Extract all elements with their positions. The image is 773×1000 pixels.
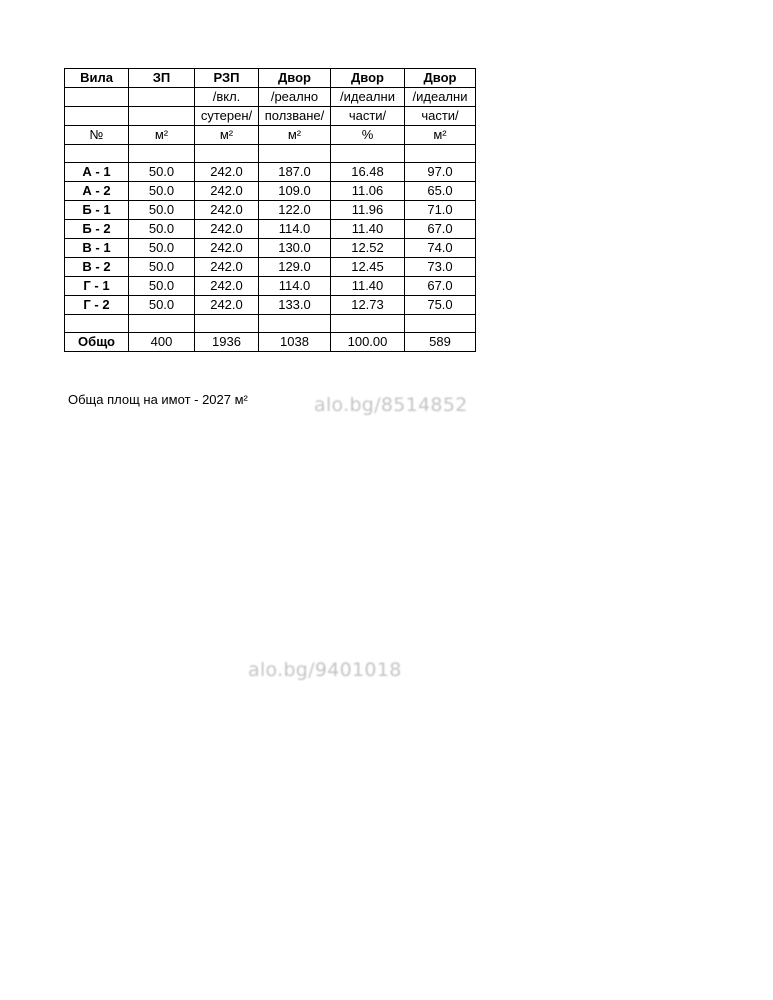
table-cell: 50.0 [129,258,195,277]
header-cell [129,107,195,126]
villa-id-cell: В - 2 [65,258,129,277]
table-cell: 114.0 [259,277,331,296]
table-cell: 11.40 [331,277,405,296]
header-cell: части/ [331,107,405,126]
header-cell: РЗП [195,69,259,88]
table-cell: 50.0 [129,239,195,258]
table-cell: 73.0 [405,258,476,277]
empty-row [65,145,476,163]
table-cell: 133.0 [259,296,331,315]
total-row [65,333,476,352]
villa-id-cell: Б - 1 [65,201,129,220]
table-cell: 129.0 [259,258,331,277]
header-row [65,107,476,126]
table-cell: 65.0 [405,182,476,201]
header-cell: % [331,126,405,145]
table-row [65,239,476,258]
header-cell: Вила [65,69,129,88]
villa-id-cell: А - 1 [65,163,129,182]
table-cell: 50.0 [129,220,195,239]
total-cell: 100.00 [331,333,405,352]
header-row [65,126,476,145]
header-cell: м² [259,126,331,145]
header-row [65,88,476,107]
table-cell: 16.48 [331,163,405,182]
total-cell: 1936 [195,333,259,352]
header-cell: /вкл. [195,88,259,107]
villa-id-cell: Г - 1 [65,277,129,296]
table-cell: 12.45 [331,258,405,277]
villa-id-cell: Г - 2 [65,296,129,315]
table-cell: 242.0 [195,296,259,315]
table-cell: 242.0 [195,220,259,239]
table-cell: 11.40 [331,220,405,239]
header-cell: Двор [259,69,331,88]
header-cell: № [65,126,129,145]
table-cell: 242.0 [195,239,259,258]
table-cell: 122.0 [259,201,331,220]
table-cell: 242.0 [195,182,259,201]
table-cell: 71.0 [405,201,476,220]
header-cell: сутерен/ [195,107,259,126]
total-cell: 589 [405,333,476,352]
header-cell: м² [405,126,476,145]
header-cell: м² [129,126,195,145]
empty-row [65,315,476,333]
villa-id-cell: В - 1 [65,239,129,258]
header-cell [65,107,129,126]
total-cell: 1038 [259,333,331,352]
table-cell: 11.06 [331,182,405,201]
table-cell: 67.0 [405,277,476,296]
villa-area-table [64,68,476,352]
table-cell: 242.0 [195,201,259,220]
table-cell: 130.0 [259,239,331,258]
header-cell: Двор [405,69,476,88]
header-cell: /идеални [331,88,405,107]
header-cell: части/ [405,107,476,126]
header-cell [129,88,195,107]
table-cell: 109.0 [259,182,331,201]
table-cell: 97.0 [405,163,476,182]
table-cell: 50.0 [129,277,195,296]
table-cell: 67.0 [405,220,476,239]
watermark: alo.bg/8514852 [314,394,468,416]
header-cell [65,88,129,107]
table-cell: 187.0 [259,163,331,182]
table-row [65,277,476,296]
table-cell: 50.0 [129,296,195,315]
table-row [65,296,476,315]
table-cell: 74.0 [405,239,476,258]
table-cell: 242.0 [195,163,259,182]
table-cell: 50.0 [129,201,195,220]
total-cell: 400 [129,333,195,352]
table-row [65,220,476,239]
header-cell: ползване/ [259,107,331,126]
total-property-area: Обща площ на имот - 2027 м² [68,392,248,407]
table-cell: 242.0 [195,277,259,296]
table-row [65,258,476,277]
table-row [65,163,476,182]
table-cell: 75.0 [405,296,476,315]
table-cell: 50.0 [129,163,195,182]
villa-id-cell: Б - 2 [65,220,129,239]
header-cell: Двор [331,69,405,88]
header-cell: м² [195,126,259,145]
table-cell: 50.0 [129,182,195,201]
table-cell: 11.96 [331,201,405,220]
table-row [65,182,476,201]
villa-id-cell: А - 2 [65,182,129,201]
table-cell: 12.52 [331,239,405,258]
table-cell: 12.73 [331,296,405,315]
total-label-cell: Общо [65,333,129,352]
watermark: alo.bg/9401018 [248,659,402,681]
table-cell: 114.0 [259,220,331,239]
header-cell: /реално [259,88,331,107]
header-row [65,69,476,88]
table-row [65,201,476,220]
header-cell: /идеални [405,88,476,107]
table-cell: 242.0 [195,258,259,277]
header-cell: ЗП [129,69,195,88]
